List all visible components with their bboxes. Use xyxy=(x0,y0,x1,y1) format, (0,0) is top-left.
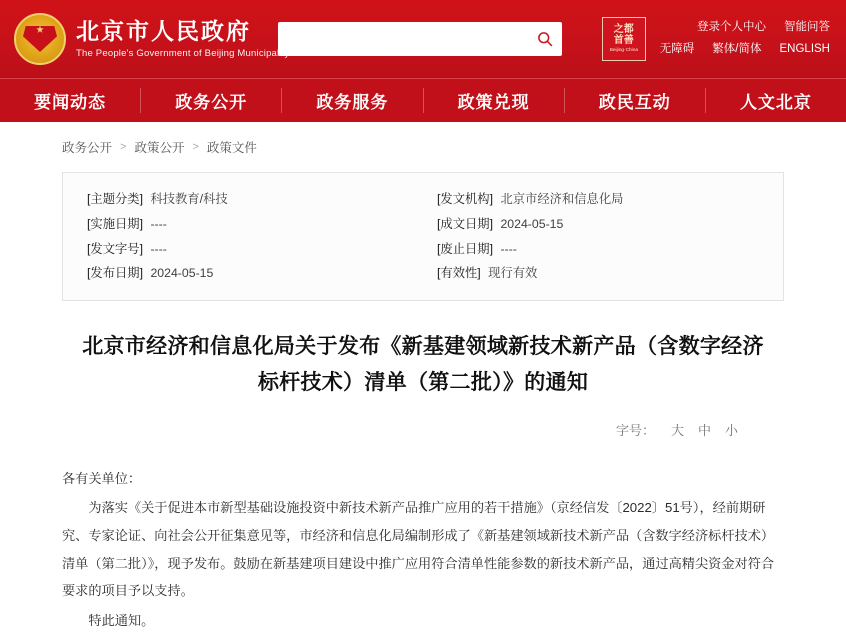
meta-column-left xyxy=(87,187,413,286)
document-body xyxy=(62,465,784,635)
breadcrumb xyxy=(0,122,846,166)
meta-key: [主题分类] xyxy=(87,192,144,206)
font-size-medium[interactable]: 中 xyxy=(697,422,711,438)
brand-text xyxy=(76,18,289,59)
link-personal-center[interactable]: 登录个人中心 xyxy=(697,21,766,34)
search-area xyxy=(278,22,562,56)
meta-key: [成文日期] xyxy=(437,216,494,231)
meta-value: 2024-05-15 xyxy=(500,216,564,231)
meta-key: [发布日期] xyxy=(87,266,144,281)
meta-row-document-number xyxy=(87,237,413,262)
search-box[interactable] xyxy=(278,22,562,56)
breadcrumb-separator: > xyxy=(120,141,127,153)
font-size-label: 字号： xyxy=(615,422,655,438)
brand-title-en: The People's Government of Beijing Municipality xyxy=(76,47,290,59)
meta-key: [实施日期] xyxy=(87,216,144,231)
meta-row-issuing-agency xyxy=(437,187,763,212)
page-content xyxy=(0,122,846,635)
font-size-control xyxy=(0,420,738,439)
meta-value: 北京市经济和信息化局 xyxy=(500,192,624,206)
meta-column-right xyxy=(437,187,763,286)
seal-en: Beijing·China xyxy=(609,47,638,54)
nav-item-gov-disclosure[interactable]: 政务公开 xyxy=(175,93,248,112)
brand-title-cn: 北京市人民政府 xyxy=(76,18,251,45)
meta-row-issued-date xyxy=(437,212,763,237)
page-title: 北京市经济和信息化局关于发布《新基建领域新技术新产品（含数字经济标杆技术）清单（第二批）》的通知 xyxy=(82,335,764,395)
meta-value: 2024-05-15 xyxy=(150,266,214,281)
paragraph-main: 为落实《关于促进本市新型基础设施投资中新技术新产品推广应用的若干措施》（京经信发〔2022〕51号），经前期研究、专家论证、向社会公开征集意见等，市经济和信息化局编制形成了《新基建领域新技术新产品（含数字经济标杆技术）清单（第二批）》，现予发布。鼓励在新基建项目建设中推广应用符合清单性能参数的新技术新产品，通过高精尖资金对符合要求的项目予以支持。 xyxy=(62,500,775,599)
beijing-china-seal-icon xyxy=(602,17,646,61)
search-input[interactable] xyxy=(290,31,536,48)
meta-row-subject-category xyxy=(87,187,413,212)
paragraph-closing: 特此通知。 xyxy=(88,613,155,629)
national-emblem-icon xyxy=(14,13,66,65)
nav-item-citizen-interaction[interactable]: 政民互动 xyxy=(598,93,671,112)
breadcrumb-item-3[interactable]: 政策文件 xyxy=(206,141,257,155)
font-size-large[interactable]: 大 xyxy=(670,422,684,438)
nav-item-policy-fulfillment[interactable]: 政策兑现 xyxy=(457,93,530,112)
link-accessibility[interactable]: 无障碍 xyxy=(659,43,695,55)
link-english[interactable]: ENGLISH xyxy=(779,43,830,55)
meta-value: 现行有效 xyxy=(488,266,538,281)
meta-value: 科技教育/科技 xyxy=(150,192,228,206)
header-links-row-1 xyxy=(660,17,830,39)
meta-key: [发文机构] xyxy=(437,192,494,206)
meta-key: [有效性] xyxy=(437,266,481,281)
nav-item-gov-services[interactable]: 政务服务 xyxy=(316,93,389,112)
meta-row-effective-date xyxy=(87,212,413,237)
link-traditional-simplified[interactable]: 繁体/简体 xyxy=(712,43,762,55)
seal-line-1: 之都 xyxy=(613,24,634,36)
meta-key: [发文字号] xyxy=(87,241,144,256)
meta-key: [废止日期] xyxy=(437,241,494,256)
header-links xyxy=(660,17,830,61)
paragraph-salutation: 各有关单位： xyxy=(62,470,142,486)
link-smart-qa[interactable]: 智能问答 xyxy=(784,21,830,34)
search-icon[interactable] xyxy=(536,30,554,48)
header-right xyxy=(602,17,830,61)
meta-row-validity xyxy=(437,261,763,286)
meta-value: ---- xyxy=(500,241,517,256)
breadcrumb-item-2[interactable]: 政策公开 xyxy=(134,141,185,155)
meta-value: ---- xyxy=(150,241,167,256)
nav-item-news[interactable]: 要闻动态 xyxy=(34,93,107,112)
font-size-small[interactable]: 小 xyxy=(724,422,738,438)
site-brand[interactable] xyxy=(14,13,290,65)
seal-line-2: 首善 xyxy=(613,35,634,47)
main-nav xyxy=(0,78,846,122)
meta-row-publish-date xyxy=(87,261,413,286)
meta-row-repeal-date xyxy=(437,237,763,262)
breadcrumb-item-1[interactable]: 政务公开 xyxy=(62,141,113,155)
nav-item-culture-beijing[interactable]: 人文北京 xyxy=(739,93,812,112)
header-links-row-2 xyxy=(660,39,830,61)
document-meta-box xyxy=(62,172,784,301)
breadcrumb-separator: > xyxy=(192,141,199,153)
meta-value: ---- xyxy=(150,216,167,231)
site-header xyxy=(0,0,846,78)
